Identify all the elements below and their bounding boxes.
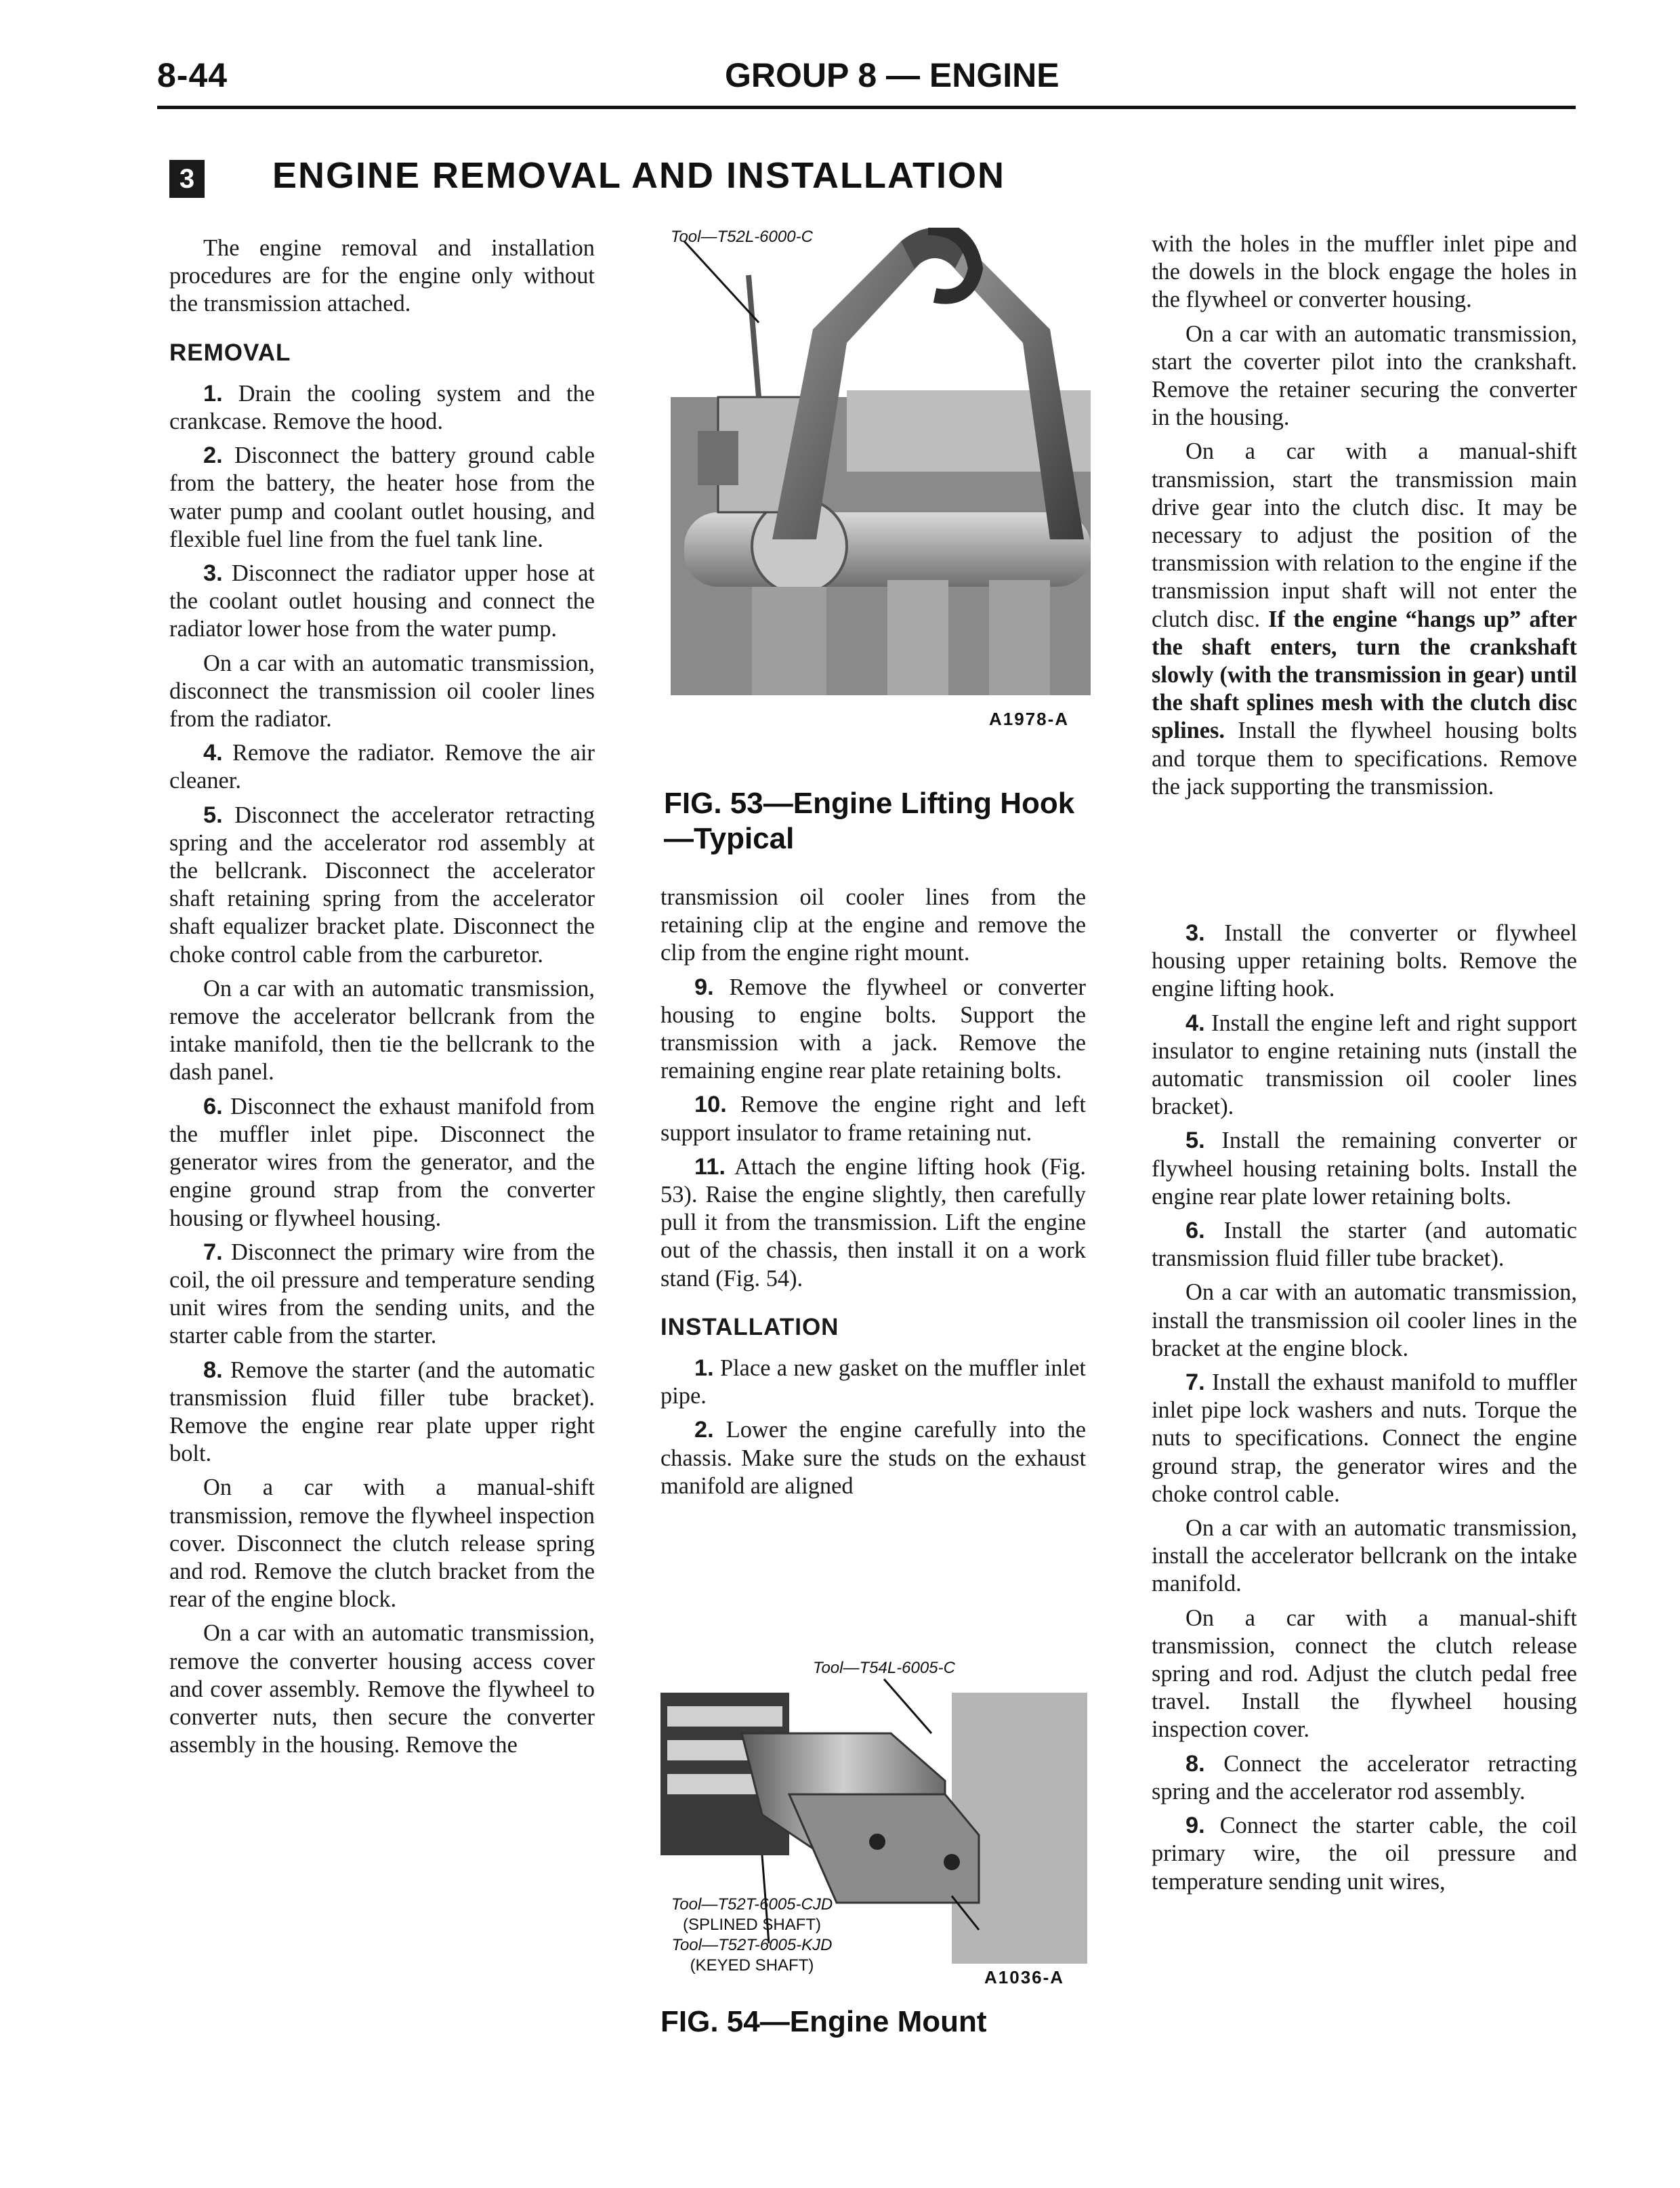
removal-step: 4. Remove the radiator. Remove the air cleaner. bbox=[169, 740, 595, 794]
column-3 bbox=[1152, 230, 1577, 807]
figure-53-tool-label: Tool—T52L-6000-C bbox=[671, 228, 813, 246]
installation-step: 1. Place a new gasket on the muffler inlet pipe. bbox=[660, 1355, 1086, 1409]
removal-step: 1. Drain the cooling system and the crankcase. Remove the hood. bbox=[169, 380, 595, 435]
column-2 bbox=[660, 884, 1086, 1506]
installation-step: 2. Lower the engine carefully into the chassis. Make sure the studs on the exhaust manifold are aligned bbox=[660, 1417, 1086, 1499]
figure-54-tool-label: Tool—T54L-6005-C bbox=[813, 1659, 955, 1677]
removal-step: 9. Remove the flywheel or converter housing to engine bolts. Support the transmission with a jack. Remove the remaining engine rear plate retaining bolts. bbox=[660, 974, 1086, 1084]
removal-step: 7. Disconnect the primary wire from the coil, the oil pressure and temperature sending unit wires from the sending units, and the starter cable from the starter. bbox=[169, 1239, 595, 1349]
installation-step: 5. Install the remaining converter or flywheel housing retaining bolts. Install the engine rear plate lower retaining bolts. bbox=[1152, 1128, 1577, 1210]
header-rule bbox=[157, 106, 1576, 109]
installation-step: 8. Connect the accelerator retracting spring and the accelerator rod assembly. bbox=[1152, 1750, 1577, 1804]
installation-heading: INSTALLATION bbox=[660, 1313, 839, 1340]
engine-lifting-hook-illustration bbox=[671, 228, 1091, 735]
removal-heading: REMOVAL bbox=[169, 339, 291, 366]
paragraph: On a car with an automatic transmission, start the coverter pilot into the crankshaft. Remove the retainer securing the converter in the housing. bbox=[1152, 321, 1577, 431]
paragraph: On a car with an automatic transmission, remove the converter housing access cover and cover assembly. Remove the flywheel to converter nuts, then secure the converter assembly in the housing. Remove the bbox=[169, 1620, 595, 1758]
column-3-continued bbox=[1152, 920, 1577, 1902]
removal-step: 11. Attach the engine lifting hook (Fig. 53). Raise the engine slightly, then carefully pull it from the transmission. Lift the engine out of the chassis, then install it on a work stand (Fig. 54). bbox=[660, 1153, 1086, 1292]
section-title: ENGINE REMOVAL AND INSTALLATION bbox=[272, 155, 1005, 196]
figure-53-engine-lifting-hook bbox=[671, 228, 1091, 735]
paragraph: On a car with an automatic transmission, install the accelerator bellcrank on the intake manifold. bbox=[1152, 1515, 1577, 1597]
paragraph: On a car with a manual-shift transmission, connect the clutch release spring and rod. Adjust the clutch pedal free travel. Install the flywheel housing inspection cover. bbox=[1152, 1605, 1577, 1743]
figure-54-tool-kjd: Tool—T52T-6005-KJD bbox=[671, 1936, 833, 1954]
installation-step: 3. Install the converter or flywheel housing upper retaining bolts. Remove the engine lifting hook. bbox=[1152, 920, 1577, 1002]
figure-54-code: A1036-A bbox=[984, 1967, 1065, 1987]
section-number-badge: 3 bbox=[169, 160, 205, 198]
figure-54-tool-cjd: Tool—T52T-6005-CJD bbox=[671, 1895, 833, 1914]
installation-step: 4. Install the engine left and right support insulator to engine retaining nuts (install the automatic transmission oil cooler lines bracket). bbox=[1152, 1010, 1577, 1120]
installation-step: 9. Connect the starter cable, the coil primary wire, the oil pressure and temperature sending unit wires, bbox=[1152, 1813, 1577, 1895]
page-number: 8-44 bbox=[157, 56, 228, 94]
warning-bold-text: If the engine “hangs up” after the shaft enters, turn the crankshaft slowly (with the transmission in gear) until the shaft splines mesh with the clutch disc splines. bbox=[1152, 606, 1578, 744]
removal-step: 8. Remove the starter (and the automatic transmission fluid filler tube bracket). Remove the engine rear plate upper right bolt. bbox=[169, 1357, 595, 1467]
removal-step: 10. Remove the engine right and left support insulator to frame retaining nut. bbox=[660, 1092, 1086, 1146]
removal-step: 3. Disconnect the radiator upper hose at the coolant outlet housing and connect the radiator lower hose from the water pump. bbox=[169, 560, 595, 642]
paragraph: with the holes in the muffler inlet pipe and the dowels in the block engage the holes in the flywheel or converter housing. bbox=[1152, 231, 1577, 313]
removal-step: 5. Disconnect the accelerator retracting spring and the accelerator rod assembly at the bellcrank. Disconnect the accelerator shaft retaining spring from the accelerator shaft equalizer bracket plate. Disconnect the choke control cable from the carburetor. bbox=[169, 802, 595, 968]
column-1 bbox=[169, 234, 595, 1765]
figure-54-tool-labels bbox=[660, 1895, 843, 1976]
intro-paragraph: The engine removal and installation procedures are for the engine only without the transmission attached. bbox=[169, 235, 595, 317]
paragraph: On a car with an automatic transmission, remove the accelerator bellcrank from the intake manifold, then tie the bellcrank to the dash panel. bbox=[169, 975, 595, 1086]
paragraph: On a car with an automatic transmission, install the transmission oil cooler lines in the bracket at the engine block. bbox=[1152, 1279, 1577, 1361]
removal-step: 2. Disconnect the battery ground cable from the battery, the heater hose from the water pump and coolant outlet housing, and flexible fuel line from the fuel tank line. bbox=[169, 442, 595, 552]
figure-54-keyed-shaft: (KEYED SHAFT) bbox=[690, 1956, 814, 1975]
figure-53-caption: FIG. 53—Engine Lifting Hook—Typical bbox=[664, 787, 1075, 855]
figure-54-engine-mount bbox=[660, 1659, 1087, 1991]
group-title: GROUP 8 — ENGINE bbox=[725, 56, 1059, 94]
removal-step: 6. Disconnect the exhaust manifold from the muffler inlet pipe. Disconnect the generator wires from the generator, and the engine ground strap from the converter housing or flywheel housing. bbox=[169, 1093, 595, 1231]
paragraph: transmission oil cooler lines from the retaining clip at the engine and remove the clip from the engine right mount. bbox=[660, 884, 1086, 966]
paragraph-manual-shift: On a car with a manual-shift transmission, start the transmission main drive gear into the clutch disc. It may be necessary to adjust the position of the transmission with relation to the engine if the transmission input shaft will not enter the clutch disc. If the engine “hangs up” after the shaft enters, turn the crankshaft slowly (with the transmission in gear) until the shaft splines mesh with the clutch disc splines. Install the flywheel housing bolts and torque them to specifications. Remove the jack supporting the transmission. bbox=[1152, 438, 1578, 800]
figure-54-splined-shaft: (SPLINED SHAFT) bbox=[682, 1916, 822, 1934]
paragraph: On a car with a manual-shift transmission, remove the flywheel inspection cover. Disconnect the clutch release spring and rod. Remove the clutch bracket from the rear of the engine block. bbox=[169, 1474, 595, 1613]
figure-54-caption: FIG. 54—Engine Mount bbox=[660, 2005, 987, 2038]
installation-step: 7. Install the exhaust manifold to muffler inlet pipe lock washers and nuts. Torque the nuts to specifications. Connect the engine ground strap, the generator wires and the choke control cable. bbox=[1152, 1369, 1577, 1507]
paragraph: On a car with an automatic transmission, disconnect the transmission oil cooler lines from the radiator. bbox=[169, 650, 595, 732]
installation-step: 6. Install the starter (and automatic transmission fluid filler tube bracket). bbox=[1152, 1218, 1577, 1272]
figure-53-code: A1978-A bbox=[989, 709, 1070, 729]
